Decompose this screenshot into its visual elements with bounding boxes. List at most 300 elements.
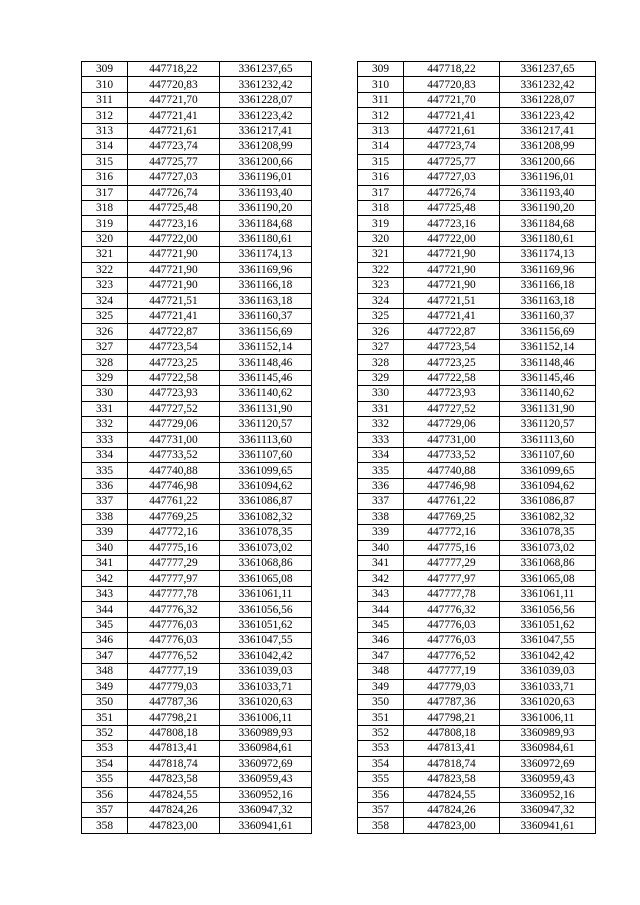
right-x-coordinate-cell: 447721,41 [404,309,500,324]
left-x-coordinate-cell: 447723,93 [128,386,220,401]
separator-cell [312,339,358,354]
left-y-coordinate-cell: 3361099,65 [220,463,312,478]
right-point-number-cell: 338 [358,509,404,524]
separator-cell [312,108,358,123]
left-point-number-cell: 346 [82,633,128,648]
right-y-coordinate-cell: 3361042,42 [500,648,596,663]
left-x-coordinate-cell: 447721,41 [128,309,220,324]
left-x-coordinate-cell: 447824,26 [128,803,220,818]
right-point-number-cell: 320 [358,231,404,246]
left-point-number-cell: 342 [82,571,128,586]
left-x-coordinate-cell: 447775,16 [128,540,220,555]
left-point-number-cell: 338 [82,509,128,524]
separator-cell [312,154,358,169]
right-y-coordinate-cell: 3361166,18 [500,278,596,293]
right-y-coordinate-cell: 3361174,13 [500,247,596,262]
separator-cell [312,200,358,215]
right-x-coordinate-cell: 447777,97 [404,571,500,586]
right-y-coordinate-cell: 3361208,99 [500,139,596,154]
left-y-coordinate-cell: 3361228,07 [220,92,312,107]
left-y-coordinate-cell: 3361184,68 [220,216,312,231]
left-x-coordinate-cell: 447722,87 [128,324,220,339]
left-x-coordinate-cell: 447769,25 [128,509,220,524]
table-row [82,803,596,818]
right-x-coordinate-cell: 447824,26 [404,803,500,818]
right-x-coordinate-cell: 447761,22 [404,494,500,509]
left-y-coordinate-cell: 3361169,96 [220,262,312,277]
right-y-coordinate-cell: 3360972,69 [500,756,596,771]
table-row [82,200,596,215]
table-row [82,694,596,709]
separator-cell [312,293,358,308]
right-point-number-cell: 350 [358,694,404,709]
table-row [82,339,596,354]
right-x-coordinate-cell: 447823,58 [404,772,500,787]
separator-cell [312,139,358,154]
separator-cell [312,710,358,725]
right-point-number-cell: 352 [358,725,404,740]
left-y-coordinate-cell: 3361131,90 [220,401,312,416]
right-point-number-cell: 344 [358,602,404,617]
left-point-number-cell: 310 [82,77,128,92]
right-point-number-cell: 354 [358,756,404,771]
left-point-number-cell: 321 [82,247,128,262]
right-point-number-cell: 311 [358,92,404,107]
right-point-number-cell: 326 [358,324,404,339]
separator-cell [312,509,358,524]
right-x-coordinate-cell: 447772,16 [404,525,500,540]
left-point-number-cell: 337 [82,494,128,509]
left-x-coordinate-cell: 447721,90 [128,262,220,277]
separator-cell [312,370,358,385]
left-point-number-cell: 331 [82,401,128,416]
left-y-coordinate-cell: 3361232,42 [220,77,312,92]
right-point-number-cell: 327 [358,339,404,354]
left-x-coordinate-cell: 447721,41 [128,108,220,123]
right-x-coordinate-cell: 447727,52 [404,401,500,416]
right-point-number-cell: 341 [358,556,404,571]
right-x-coordinate-cell: 447779,03 [404,679,500,694]
separator-cell [312,803,358,818]
right-y-coordinate-cell: 3361223,42 [500,108,596,123]
left-point-number-cell: 325 [82,309,128,324]
left-point-number-cell: 311 [82,92,128,107]
table-row [82,679,596,694]
right-y-coordinate-cell: 3361217,41 [500,123,596,138]
table-row [82,231,596,246]
right-y-coordinate-cell: 3361196,01 [500,170,596,185]
table-row [82,92,596,107]
right-x-coordinate-cell: 447813,41 [404,741,500,756]
separator-cell [312,123,358,138]
right-x-coordinate-cell: 447720,83 [404,77,500,92]
left-y-coordinate-cell: 3361082,32 [220,509,312,524]
table-row [82,556,596,571]
right-x-coordinate-cell: 447808,18 [404,725,500,740]
separator-cell [312,324,358,339]
coordinates-table-body [82,62,596,834]
left-point-number-cell: 313 [82,123,128,138]
right-point-number-cell: 351 [358,710,404,725]
separator-cell [312,694,358,709]
table-row [82,633,596,648]
left-y-coordinate-cell: 3361140,62 [220,386,312,401]
left-x-coordinate-cell: 447779,03 [128,679,220,694]
left-y-coordinate-cell: 3361047,55 [220,633,312,648]
right-x-coordinate-cell: 447727,03 [404,170,500,185]
right-y-coordinate-cell: 3361200,66 [500,154,596,169]
separator-cell [312,247,358,262]
right-y-coordinate-cell: 3360984,61 [500,741,596,756]
left-x-coordinate-cell: 447721,90 [128,247,220,262]
right-x-coordinate-cell: 447787,36 [404,694,500,709]
left-y-coordinate-cell: 3361180,61 [220,231,312,246]
separator-cell [312,92,358,107]
left-point-number-cell: 339 [82,525,128,540]
coordinates-table [81,61,596,834]
right-point-number-cell: 313 [358,123,404,138]
table-row [82,417,596,432]
table-row [82,108,596,123]
right-point-number-cell: 349 [358,679,404,694]
left-y-coordinate-cell: 3360941,61 [220,818,312,833]
left-point-number-cell: 312 [82,108,128,123]
table-row [82,185,596,200]
left-y-coordinate-cell: 3361156,69 [220,324,312,339]
left-y-coordinate-cell: 3361107,60 [220,447,312,462]
left-x-coordinate-cell: 447727,52 [128,401,220,416]
left-point-number-cell: 316 [82,170,128,185]
left-x-coordinate-cell: 447731,00 [128,432,220,447]
left-x-coordinate-cell: 447723,16 [128,216,220,231]
right-y-coordinate-cell: 3360959,43 [500,772,596,787]
separator-cell [312,818,358,833]
left-y-coordinate-cell: 3361208,99 [220,139,312,154]
right-y-coordinate-cell: 3361033,71 [500,679,596,694]
table-row [82,123,596,138]
left-point-number-cell: 357 [82,803,128,818]
table-row [82,525,596,540]
left-x-coordinate-cell: 447723,25 [128,355,220,370]
separator-cell [312,216,358,231]
table-row [82,509,596,524]
left-point-number-cell: 314 [82,139,128,154]
right-y-coordinate-cell: 3360952,16 [500,787,596,802]
left-y-coordinate-cell: 3361145,46 [220,370,312,385]
table-row [82,139,596,154]
right-point-number-cell: 310 [358,77,404,92]
right-point-number-cell: 329 [358,370,404,385]
left-point-number-cell: 332 [82,417,128,432]
right-point-number-cell: 312 [358,108,404,123]
right-y-coordinate-cell: 3361047,55 [500,633,596,648]
left-x-coordinate-cell: 447723,74 [128,139,220,154]
left-point-number-cell: 322 [82,262,128,277]
left-x-coordinate-cell: 447720,83 [128,77,220,92]
right-y-coordinate-cell: 3361180,61 [500,231,596,246]
left-x-coordinate-cell: 447740,88 [128,463,220,478]
right-y-coordinate-cell: 3361232,42 [500,77,596,92]
right-y-coordinate-cell: 3361078,35 [500,525,596,540]
left-y-coordinate-cell: 3361042,42 [220,648,312,663]
right-x-coordinate-cell: 447722,87 [404,324,500,339]
right-y-coordinate-cell: 3361056,56 [500,602,596,617]
left-point-number-cell: 336 [82,478,128,493]
right-y-coordinate-cell: 3360989,93 [500,725,596,740]
left-point-number-cell: 347 [82,648,128,663]
right-point-number-cell: 332 [358,417,404,432]
left-point-number-cell: 315 [82,154,128,169]
left-y-coordinate-cell: 3360989,93 [220,725,312,740]
left-y-coordinate-cell: 3361217,41 [220,123,312,138]
table-row [82,247,596,262]
right-y-coordinate-cell: 3361068,86 [500,556,596,571]
left-x-coordinate-cell: 447733,52 [128,447,220,462]
right-point-number-cell: 314 [358,139,404,154]
right-y-coordinate-cell: 3361086,87 [500,494,596,509]
right-point-number-cell: 331 [358,401,404,416]
right-y-coordinate-cell: 3361082,32 [500,509,596,524]
right-point-number-cell: 316 [358,170,404,185]
table-row [82,478,596,493]
left-point-number-cell: 344 [82,602,128,617]
table-row [82,756,596,771]
right-point-number-cell: 336 [358,478,404,493]
table-row [82,725,596,740]
right-x-coordinate-cell: 447721,61 [404,123,500,138]
separator-cell [312,525,358,540]
right-y-coordinate-cell: 3361006,11 [500,710,596,725]
right-point-number-cell: 335 [358,463,404,478]
right-y-coordinate-cell: 3361073,02 [500,540,596,555]
left-y-coordinate-cell: 3361196,01 [220,170,312,185]
left-y-coordinate-cell: 3360972,69 [220,756,312,771]
right-point-number-cell: 334 [358,447,404,462]
right-x-coordinate-cell: 447718,22 [404,62,500,77]
right-y-coordinate-cell: 3361065,08 [500,571,596,586]
separator-cell [312,540,358,555]
right-point-number-cell: 337 [358,494,404,509]
left-x-coordinate-cell: 447726,74 [128,185,220,200]
separator-cell [312,679,358,694]
right-x-coordinate-cell: 447721,70 [404,92,500,107]
left-y-coordinate-cell: 3361056,56 [220,602,312,617]
left-y-coordinate-cell: 3361051,62 [220,617,312,632]
left-x-coordinate-cell: 447721,51 [128,293,220,308]
left-x-coordinate-cell: 447813,41 [128,741,220,756]
left-x-coordinate-cell: 447777,29 [128,556,220,571]
right-x-coordinate-cell: 447798,21 [404,710,500,725]
table-row [82,262,596,277]
separator-cell [312,478,358,493]
table-row [82,494,596,509]
table-row [82,355,596,370]
left-point-number-cell: 353 [82,741,128,756]
table-row [82,772,596,787]
right-x-coordinate-cell: 447725,77 [404,154,500,169]
right-y-coordinate-cell: 3361131,90 [500,401,596,416]
right-x-coordinate-cell: 447824,55 [404,787,500,802]
right-x-coordinate-cell: 447776,52 [404,648,500,663]
left-y-coordinate-cell: 3361033,71 [220,679,312,694]
right-point-number-cell: 322 [358,262,404,277]
right-x-coordinate-cell: 447726,74 [404,185,500,200]
left-x-coordinate-cell: 447823,58 [128,772,220,787]
right-y-coordinate-cell: 3361156,69 [500,324,596,339]
left-y-coordinate-cell: 3361148,46 [220,355,312,370]
right-point-number-cell: 333 [358,432,404,447]
left-point-number-cell: 323 [82,278,128,293]
left-x-coordinate-cell: 447725,48 [128,200,220,215]
right-y-coordinate-cell: 3361039,03 [500,664,596,679]
left-y-coordinate-cell: 3361039,03 [220,664,312,679]
left-x-coordinate-cell: 447722,58 [128,370,220,385]
right-point-number-cell: 309 [358,62,404,77]
right-point-number-cell: 355 [358,772,404,787]
right-y-coordinate-cell: 3361160,37 [500,309,596,324]
right-point-number-cell: 358 [358,818,404,833]
right-x-coordinate-cell: 447722,58 [404,370,500,385]
separator-cell [312,386,358,401]
left-x-coordinate-cell: 447723,54 [128,339,220,354]
table-row [82,463,596,478]
table-row [82,432,596,447]
right-point-number-cell: 317 [358,185,404,200]
left-point-number-cell: 355 [82,772,128,787]
left-point-number-cell: 318 [82,200,128,215]
left-x-coordinate-cell: 447727,03 [128,170,220,185]
right-point-number-cell: 319 [358,216,404,231]
right-x-coordinate-cell: 447775,16 [404,540,500,555]
table-row [82,741,596,756]
table-row [82,664,596,679]
left-y-coordinate-cell: 3361086,87 [220,494,312,509]
left-y-coordinate-cell: 3360984,61 [220,741,312,756]
separator-cell [312,617,358,632]
right-point-number-cell: 347 [358,648,404,663]
right-x-coordinate-cell: 447776,32 [404,602,500,617]
left-x-coordinate-cell: 447721,70 [128,92,220,107]
right-y-coordinate-cell: 3361163,18 [500,293,596,308]
right-y-coordinate-cell: 3360941,61 [500,818,596,833]
left-x-coordinate-cell: 447776,03 [128,617,220,632]
table-row [82,540,596,555]
right-point-number-cell: 315 [358,154,404,169]
table-row [82,309,596,324]
left-x-coordinate-cell: 447721,90 [128,278,220,293]
separator-cell [312,586,358,601]
right-y-coordinate-cell: 3361061,11 [500,586,596,601]
left-point-number-cell: 309 [82,62,128,77]
right-point-number-cell: 357 [358,803,404,818]
left-y-coordinate-cell: 3360959,43 [220,772,312,787]
separator-cell [312,633,358,648]
separator-cell [312,494,358,509]
left-point-number-cell: 326 [82,324,128,339]
left-point-number-cell: 340 [82,540,128,555]
left-y-coordinate-cell: 3361152,14 [220,339,312,354]
left-point-number-cell: 341 [82,556,128,571]
separator-cell [312,309,358,324]
table-row [82,401,596,416]
separator-cell [312,355,358,370]
table-row [82,447,596,462]
separator-cell [312,401,358,416]
left-point-number-cell: 328 [82,355,128,370]
left-point-number-cell: 358 [82,818,128,833]
left-y-coordinate-cell: 3361200,66 [220,154,312,169]
right-x-coordinate-cell: 447776,03 [404,617,500,632]
right-x-coordinate-cell: 447776,03 [404,633,500,648]
right-y-coordinate-cell: 3361107,60 [500,447,596,462]
right-point-number-cell: 323 [358,278,404,293]
right-x-coordinate-cell: 447721,90 [404,278,500,293]
right-x-coordinate-cell: 447740,88 [404,463,500,478]
table-row [82,571,596,586]
table-row [82,818,596,833]
separator-cell [312,556,358,571]
separator-cell [312,62,358,77]
separator-cell [312,231,358,246]
right-x-coordinate-cell: 447769,25 [404,509,500,524]
right-point-number-cell: 356 [358,787,404,802]
separator-cell [312,447,358,462]
left-point-number-cell: 320 [82,231,128,246]
left-y-coordinate-cell: 3361166,18 [220,278,312,293]
left-point-number-cell: 350 [82,694,128,709]
right-y-coordinate-cell: 3361184,68 [500,216,596,231]
left-x-coordinate-cell: 447721,61 [128,123,220,138]
separator-cell [312,648,358,663]
left-x-coordinate-cell: 447776,03 [128,633,220,648]
separator-cell [312,602,358,617]
left-x-coordinate-cell: 447729,06 [128,417,220,432]
left-x-coordinate-cell: 447808,18 [128,725,220,740]
left-y-coordinate-cell: 3360952,16 [220,787,312,802]
left-x-coordinate-cell: 447776,52 [128,648,220,663]
left-point-number-cell: 345 [82,617,128,632]
right-point-number-cell: 318 [358,200,404,215]
right-point-number-cell: 345 [358,617,404,632]
left-x-coordinate-cell: 447772,16 [128,525,220,540]
table-row [82,787,596,802]
table-row [82,602,596,617]
separator-cell [312,463,358,478]
separator-cell [312,741,358,756]
right-x-coordinate-cell: 447721,51 [404,293,500,308]
table-row [82,278,596,293]
left-y-coordinate-cell: 3361073,02 [220,540,312,555]
left-point-number-cell: 324 [82,293,128,308]
left-y-coordinate-cell: 3361061,11 [220,586,312,601]
left-y-coordinate-cell: 3361174,13 [220,247,312,262]
left-y-coordinate-cell: 3361120,57 [220,417,312,432]
right-y-coordinate-cell: 3361228,07 [500,92,596,107]
right-point-number-cell: 340 [358,540,404,555]
left-point-number-cell: 354 [82,756,128,771]
table-row [82,386,596,401]
left-x-coordinate-cell: 447718,22 [128,62,220,77]
right-x-coordinate-cell: 447777,29 [404,556,500,571]
left-point-number-cell: 329 [82,370,128,385]
right-x-coordinate-cell: 447721,41 [404,108,500,123]
left-point-number-cell: 352 [82,725,128,740]
right-y-coordinate-cell: 3361169,96 [500,262,596,277]
right-y-coordinate-cell: 3361237,65 [500,62,596,77]
left-y-coordinate-cell: 3361190,20 [220,200,312,215]
separator-cell [312,571,358,586]
left-x-coordinate-cell: 447722,00 [128,231,220,246]
